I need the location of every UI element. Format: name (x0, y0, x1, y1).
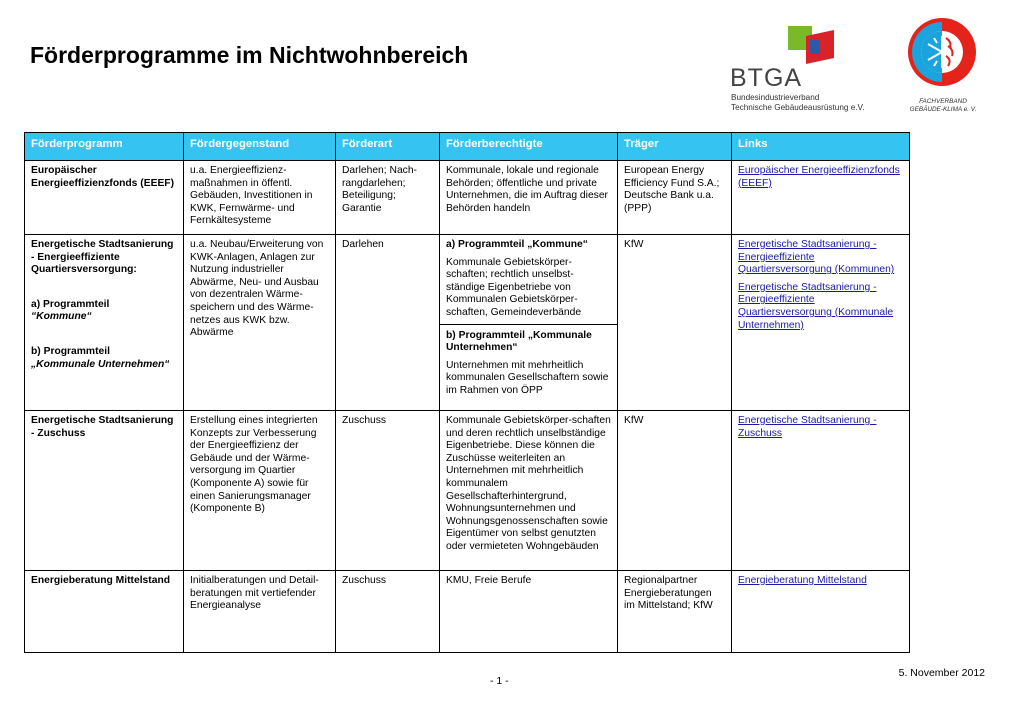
link-eeef[interactable]: Europäischer Energieeffizienzfonds (EEEF) (738, 165, 900, 189)
header-foerderberechtigte: Förderberechtigte (440, 133, 618, 161)
program-title: Energetische Stadtsanierung - Energieeffiziente Quartiersversorgung: (31, 239, 174, 276)
program-part-b-label: b) Programmteil (31, 345, 110, 357)
header-links: Links (732, 133, 910, 161)
eligible-part-b (446, 325, 611, 398)
cell-carrier: Regionalpartner Energieberatungen im Mittelstand; KfW (618, 571, 732, 653)
eligible-part-a-text: Kommunale Gebietskörper-schaften; rechtlich unselbst-ständige Eigenbetriebe von Kommunalen Gebietskörper-schaften, Gemeindeverbände (446, 256, 582, 318)
header-foerderprogramm: Förderprogramm (25, 133, 184, 161)
cell-links (732, 161, 910, 235)
cell-subject: u.a. Energieeffizienz-maßnahmen in öffentl. Gebäuden, Investitionen in KWK, Fernwärme- und Fernkältesysteme (184, 161, 336, 235)
table-row (25, 161, 910, 235)
funding-table (24, 132, 910, 653)
link-quartiersversorgung-kommunen[interactable]: Energetische Stadtsanierung - Energieeffiziente Quartiersversorgung (Kommunen) (738, 239, 895, 276)
cell-type: Zuschuss (336, 411, 440, 571)
header-foerderart: Förderart (336, 133, 440, 161)
cell-type: Darlehen (336, 235, 440, 411)
cell-eligible: Kommunale, lokale und regionale Behörden; öffentliche und private Unternehmen, die im Auftrag dieser Behörden handeln (440, 161, 618, 235)
cell-links (732, 235, 910, 411)
cell-subject: Initialberatungen und Detail-beratungen mit vertiefender Energieanalyse (184, 571, 336, 653)
link-energieberatung-mittelstand[interactable]: Energieberatung Mittelstand (738, 575, 867, 586)
header-foerdergegenstand: Fördergegenstand (184, 133, 336, 161)
table-row (25, 235, 910, 411)
table-header-row (25, 133, 910, 161)
cell-eligible: KMU, Freie Berufe (440, 571, 618, 653)
document-date: 5. November 2012 (898, 667, 985, 679)
btga-subtitle: Bundesindustrieverband Technische Gebäudeausrüstung e.V. (731, 93, 865, 112)
eligible-part-b-text: Unternehmen mit mehrheitlich kommunalen Gesellschaftern sowie im Rahmen von ÖPP (446, 359, 609, 396)
eligible-part-a-title: a) Programmteil „Kommune“ (446, 239, 588, 250)
eligible-part-a (440, 239, 617, 325)
btga-mark-icon (788, 26, 834, 68)
cell-subject: u.a. Neubau/Erweiterung von KWK-Anlagen, Anlagen zur Nutzung industrieller Abwärme, Neu- und Ausbau von dezentralen Wärme-speichern und des Wärme-netzes aus KWK bzw. Abwärme (184, 235, 336, 411)
cell-carrier: KfW (618, 411, 732, 571)
cell-type: Zuschuss (336, 571, 440, 653)
program-part-a-label: a) Programmteil (31, 298, 110, 310)
fgk-subtitle: FACHVERBAND GEBÄUDE-KLIMA e. V. (909, 98, 977, 113)
link-quartiersversorgung-unternehmen[interactable]: Energetische Stadtsanierung - Energieeffiziente Quartiersversorgung (Kommunale Unternehmen) (738, 281, 894, 331)
cell-carrier: KfW (618, 235, 732, 411)
cell-eligible (440, 235, 618, 411)
btga-name: BTGA (730, 64, 803, 92)
header-traeger: Träger (618, 133, 732, 161)
fgk-logo (900, 16, 1000, 116)
page-number: - 1 - (490, 675, 509, 687)
cell-program: Energetische Stadtsanierung - Zuschuss (25, 411, 184, 571)
cell-program (25, 235, 184, 411)
link-stadtsanierung-zuschuss[interactable]: Energetische Stadtsanierung - Zuschuss (738, 415, 877, 439)
btga-logo (728, 26, 888, 118)
cell-eligible: Kommunale Gebietskörper-schaften und deren rechtlich unselbständige Eigenbetriebe. Diese können die Zuschüsse weiterleiten an Unternehmen mit mehrheitlich kommunalem Gesellschafterhintergrund, Wohnungsunternehmen und Wohnungsgenossenschaften sowie Eigentümer von selbst genutzten oder vermieteten Wohngebäuden (440, 411, 618, 571)
program-part-b-name: „Kommunale Unternehmen“ (31, 358, 170, 370)
table-row (25, 411, 910, 571)
cell-type: Darlehen; Nach-rangdarlehen; Beteiligung; Garantie (336, 161, 440, 235)
cell-carrier: European Energy Efficiency Fund S.A.; Deutsche Bank u.a. (PPP) (618, 161, 732, 235)
program-part-a-name: “Kommune“ (31, 311, 92, 323)
cell-links (732, 571, 910, 653)
cell-subject: Erstellung eines integrierten Konzepts zur Verbesserung der Energieeffizienz der Gebäude und der Wärme-versorgung im Quartier (Komponente A) sowie für einen Sanierungsmanager (Komponente B) (184, 411, 336, 571)
cell-program: Europäischer Energieeffizienzfonds (EEEF) (25, 161, 184, 235)
page-title: Förderprogramme im Nichtwohnbereich (30, 42, 469, 68)
cell-links (732, 411, 910, 571)
cell-program: Energieberatung Mittelstand (25, 571, 184, 653)
table-row (25, 571, 910, 653)
fgk-sun-snowflake-icon (906, 16, 978, 88)
eligible-part-b-title: b) Programmteil „Kommunale Unternehmen“ (446, 329, 592, 354)
